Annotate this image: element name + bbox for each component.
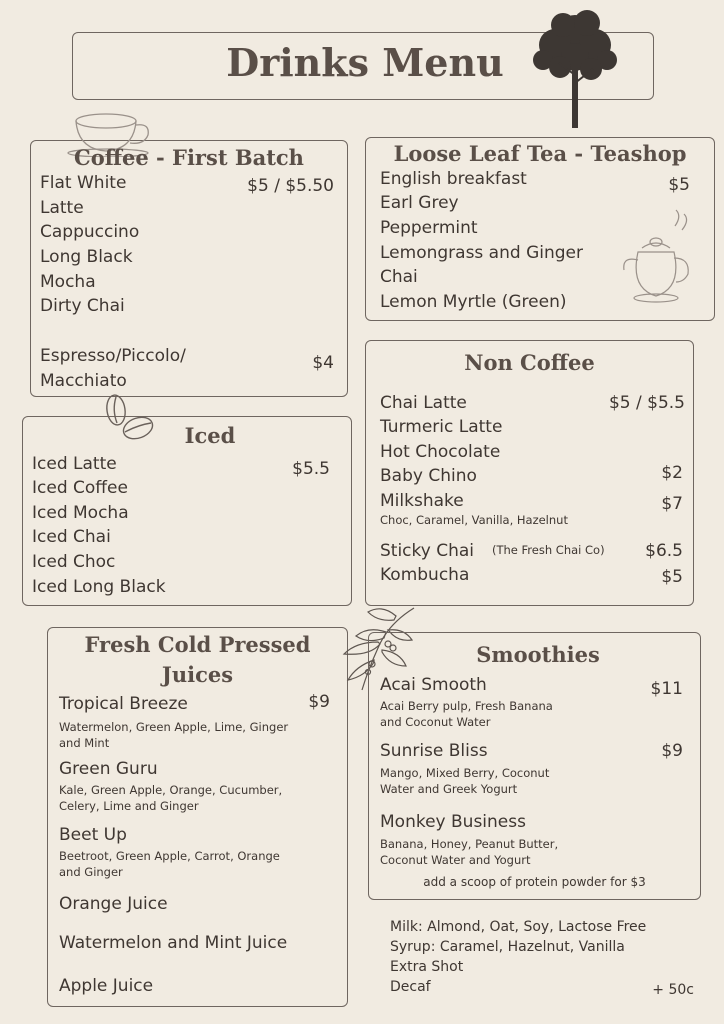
coffee-item: Long Black (40, 247, 133, 267)
chai-latte-price: $5 / $5.5 (608, 393, 685, 413)
extras-decaf: Decaf (390, 979, 431, 995)
noncoffee-item: Baby Chino (380, 466, 477, 486)
milkshake-description: Choc, Caramel, Vanilla, Hazelnut (380, 513, 568, 527)
teapot-icon (620, 208, 700, 308)
tea-item: Earl Grey (380, 193, 459, 213)
juice-description: Beetroot, Green Apple, Carrot, Orange (59, 849, 280, 863)
coffee-price: $5 / $5.50 (247, 176, 334, 196)
juice-description: and Mint (59, 736, 110, 750)
espresso-item-cont: Macchiato (40, 371, 127, 391)
iced-item: Iced Mocha (32, 503, 129, 523)
sticky-chai-item: Sticky Chai (380, 541, 475, 561)
coffee-item: Cappuccino (40, 222, 140, 242)
iced-price: $5.5 (292, 459, 330, 479)
noncoffee-heading: Non Coffee (464, 350, 595, 375)
coffee-item: Flat White (40, 173, 127, 193)
tea-heading: Loose Leaf Tea - Teashop (393, 141, 687, 166)
smoothie-description: Mango, Mixed Berry, Coconut (380, 766, 550, 780)
noncoffee-item: Hot Chocolate (380, 442, 501, 462)
coffee-heading: Coffee - First Batch (74, 145, 304, 170)
juice-item: Beet Up (59, 825, 127, 845)
extras-shot: Extra Shot (390, 959, 464, 975)
smoothie-description: Banana, Honey, Peanut Butter, (380, 837, 559, 851)
page-title: Drinks Menu (226, 40, 504, 85)
iced-item: Iced Latte (32, 454, 117, 474)
smoothie-price: $9 (661, 741, 683, 761)
smoothie-price: $11 (650, 679, 683, 699)
kombucha-item: Kombucha (380, 565, 470, 585)
juice-description: Celery, Lime and Ginger (59, 799, 199, 813)
juice-item: Green Guru (59, 759, 158, 779)
milkshake-price: $7 (661, 494, 683, 514)
smoothie-item: Monkey Business (380, 812, 526, 832)
juice-item: Watermelon and Mint Juice (59, 933, 288, 953)
coffee-item: Latte (40, 198, 84, 218)
juice-price: $9 (308, 692, 330, 712)
tea-price: $5 (668, 175, 690, 195)
sticky-chai-note: (The Fresh Chai Co) (492, 543, 605, 557)
espresso-item: Espresso/Piccolo/ (40, 346, 186, 366)
tea-item: English breakfast (380, 169, 527, 189)
juice-description: Watermelon, Green Apple, Lime, Ginger (59, 720, 289, 734)
iced-heading: Iced (184, 423, 236, 448)
smoothies-heading: Smoothies (476, 642, 600, 667)
noncoffee-item: Milkshake (380, 491, 464, 511)
juice-description: Kale, Green Apple, Orange, Cucumber, (59, 783, 283, 797)
noncoffee-item: Chai Latte (380, 393, 467, 413)
juice-description: and Ginger (59, 865, 123, 879)
tea-item: Peppermint (380, 218, 478, 238)
smoothie-description: Water and Greek Yogurt (380, 782, 518, 796)
extras-syrup: Syrup: Caramel, Hazelnut, Vanilla (390, 939, 625, 955)
smoothie-item: Acai Smooth (380, 675, 487, 695)
sticky-chai-price: $6.5 (645, 541, 683, 561)
baby-chino-price: $2 (661, 463, 683, 483)
noncoffee-item: Turmeric Latte (380, 417, 503, 437)
juice-item: Apple Juice (59, 976, 154, 996)
juice-item: Orange Juice (59, 894, 168, 914)
smoothie-item: Sunrise Bliss (380, 741, 488, 761)
smoothie-description: and Coconut Water (380, 715, 491, 729)
kombucha-price: $5 (661, 567, 683, 587)
tea-item: Lemongrass and Ginger (380, 243, 583, 263)
juices-heading: Fresh Cold Pressed (84, 632, 311, 657)
coffee-item: Mocha (40, 272, 96, 292)
smoothie-description: Acai Berry pulp, Fresh Banana (380, 699, 553, 713)
tea-item: Lemon Myrtle (Green) (380, 292, 567, 312)
iced-item: Iced Coffee (32, 478, 128, 498)
tea-item: Chai (380, 267, 418, 287)
iced-item: Iced Choc (32, 552, 116, 572)
extras-price: + 50c (652, 982, 694, 998)
juices-heading-line2: Juices (161, 662, 234, 687)
coffee-item: Dirty Chai (40, 296, 125, 316)
tree-icon (525, 5, 625, 130)
iced-item: Iced Long Black (32, 577, 166, 597)
juice-item: Tropical Breeze (59, 694, 188, 714)
extras-milk: Milk: Almond, Oat, Soy, Lactose Free (390, 919, 647, 935)
espresso-price: $4 (312, 353, 334, 373)
protein-addon-note: add a scoop of protein powder for $3 (423, 875, 646, 889)
smoothie-description: Coconut Water and Yogurt (380, 853, 531, 867)
iced-item: Iced Chai (32, 527, 111, 547)
